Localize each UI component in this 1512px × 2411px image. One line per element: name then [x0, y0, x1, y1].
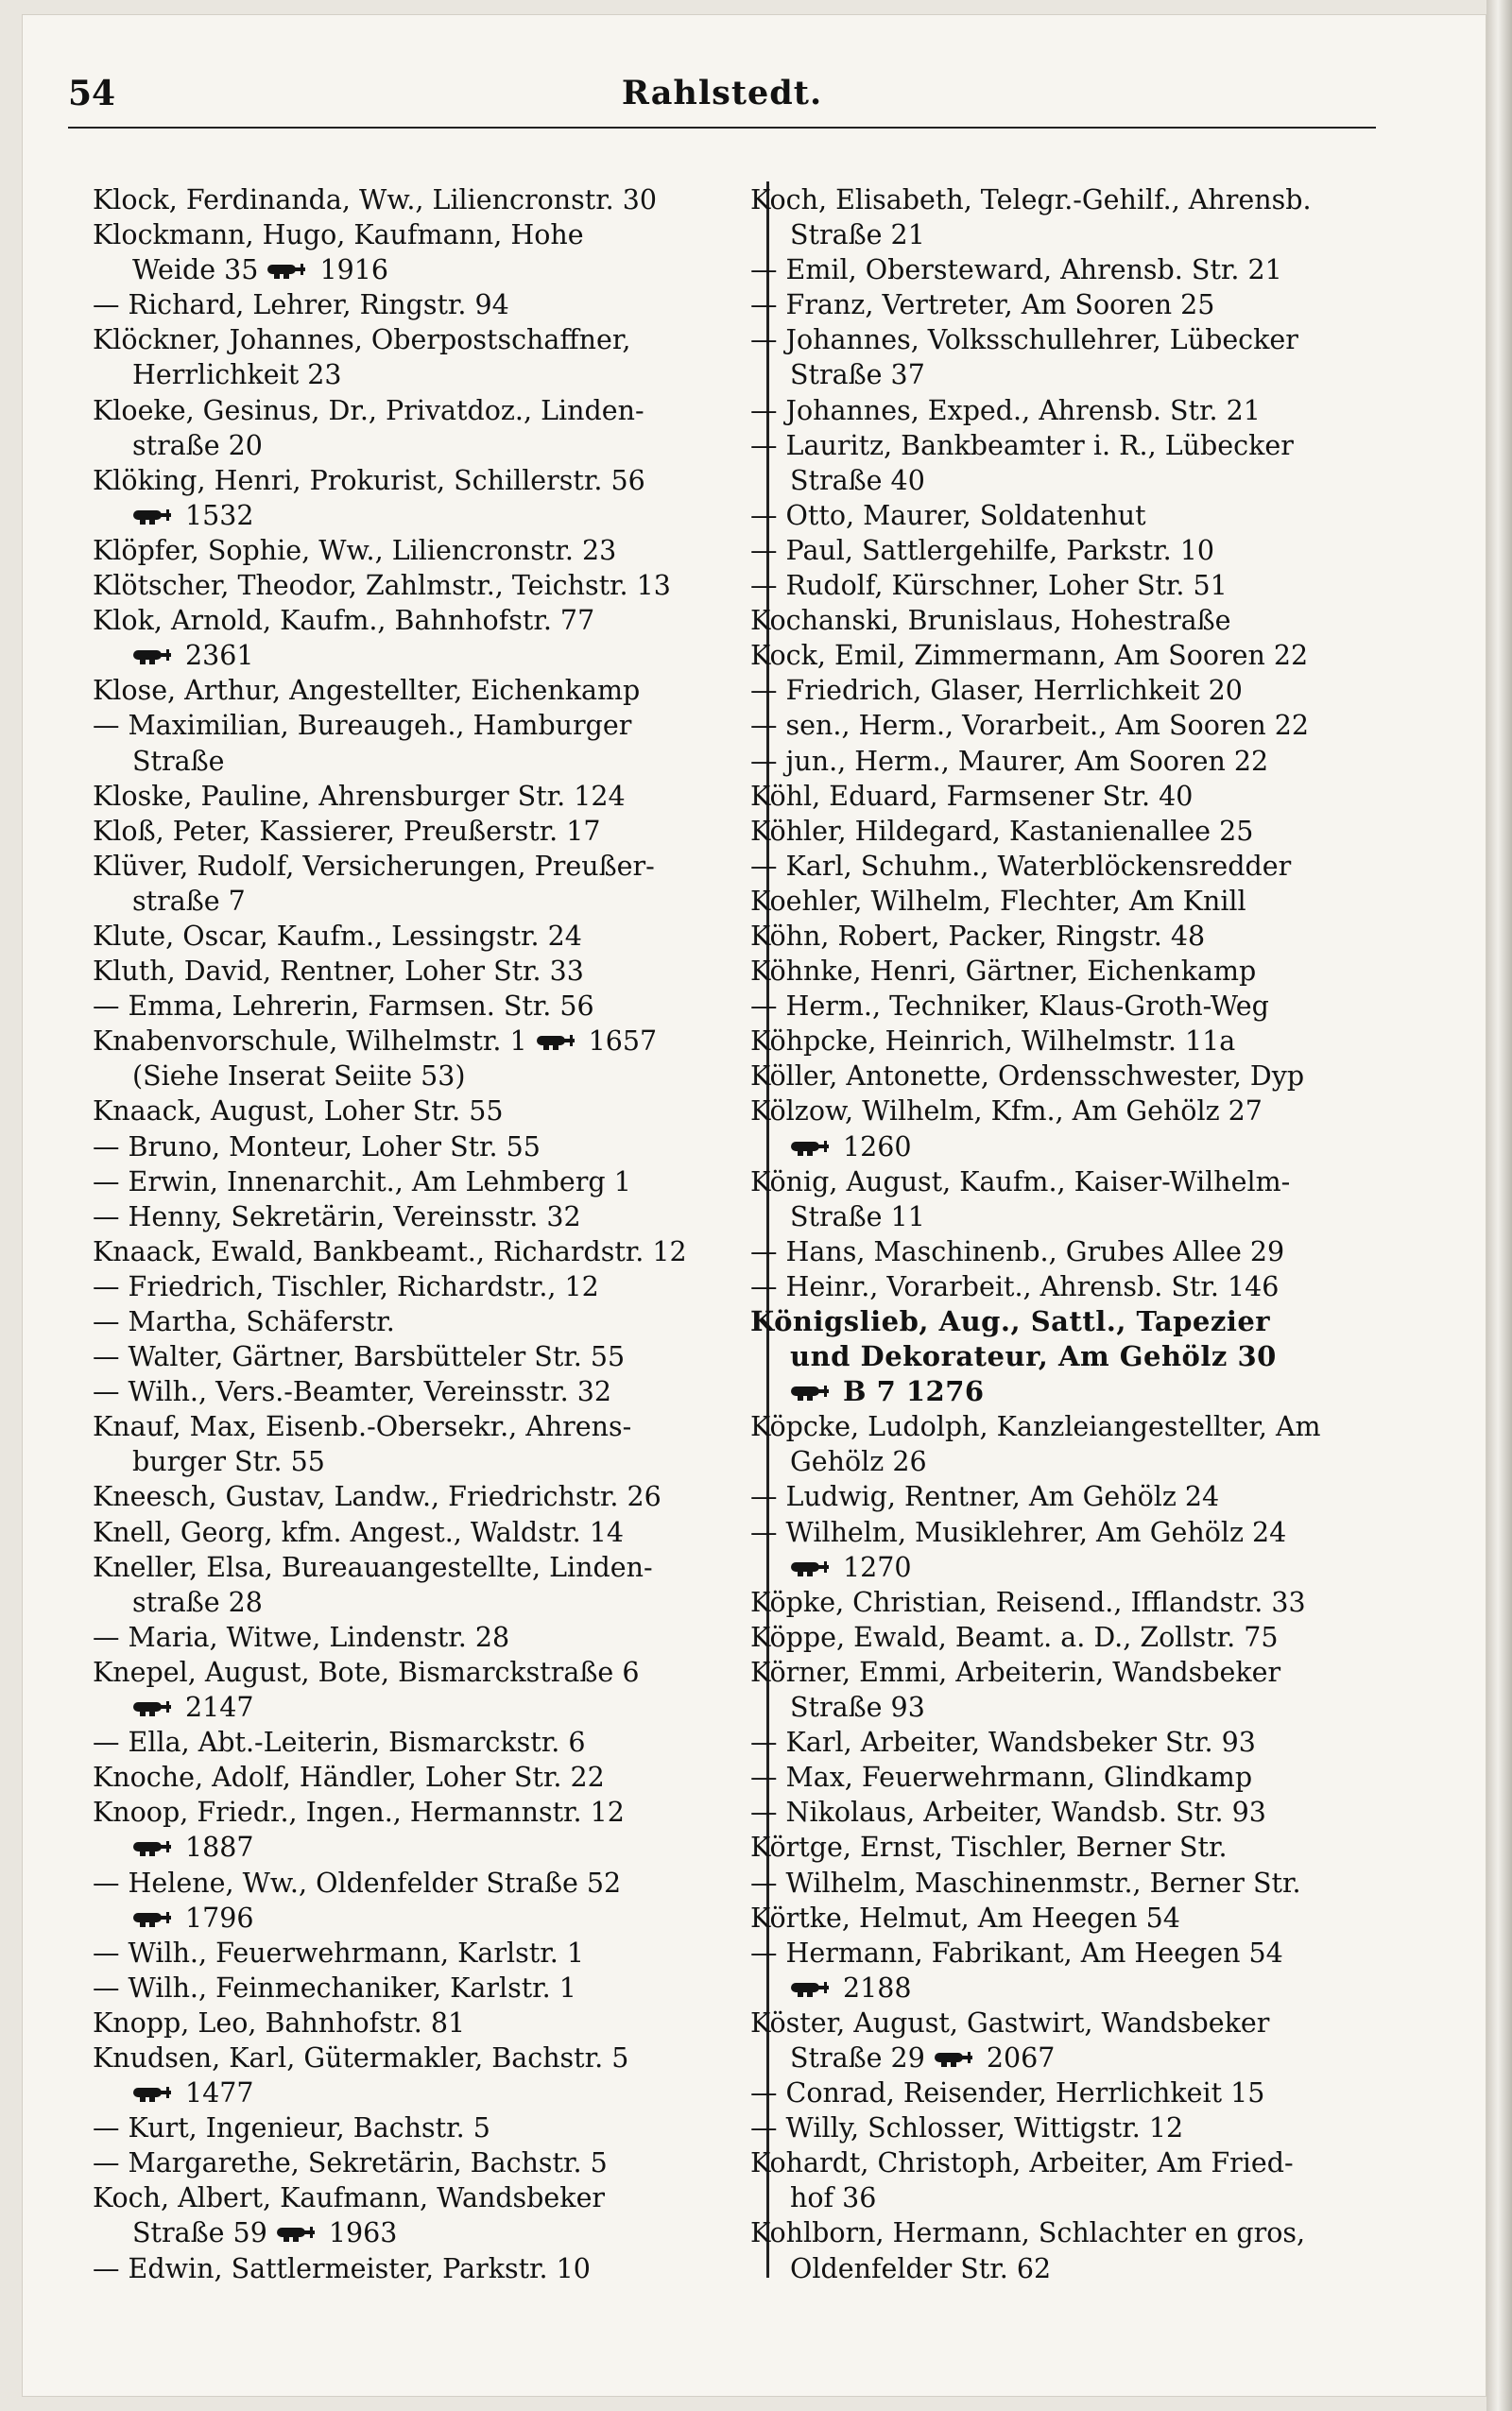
directory-entry: [750, 1585, 1402, 1620]
entry-text: Kochanski, Brunislaus, Hohestraße: [750, 605, 1231, 637]
directory-entry: [93, 2215, 745, 2250]
directory-entry: [93, 779, 745, 814]
entry-text: — Wilh., Feinmechaniker, Karlstr. 1: [93, 1972, 576, 2004]
directory-entry: [93, 2180, 745, 2215]
directory-entry: [750, 1094, 1402, 1128]
entry-text: — Wilhelm, Maschinenmstr., Berner Str.: [750, 1867, 1301, 1899]
phone-number: 1270: [843, 1551, 912, 1583]
entry-text: Koch, Albert, Kaufmann, Wandsbeker: [93, 2182, 606, 2214]
entry-text: Kloß, Peter, Kassierer, Preußerstr. 17: [93, 815, 601, 847]
entry-text: Straße 29: [790, 2041, 934, 2074]
entry-text: — Kurt, Ingenieur, Bachstr. 5: [93, 2112, 490, 2144]
entry-text: Kneesch, Gustav, Landw., Friedrichstr. 26: [93, 1481, 662, 1513]
entry-text: Knaack, August, Loher Str. 55: [93, 1095, 504, 1128]
entry-text: — jun., Herm., Maurer, Am Sooren 22: [750, 745, 1269, 777]
entry-text: Kneller, Elsa, Bureauangestellte, Linden-: [93, 1551, 653, 1583]
telephone-hand-icon: [132, 501, 176, 522]
entry-text: — Nikolaus, Arbeiter, Wandsb. Str. 93: [750, 1797, 1266, 1829]
telephone-hand-icon: [790, 1973, 833, 1994]
entry-text: Knudsen, Karl, Gütermakler, Bachstr. 5: [93, 2041, 629, 2074]
directory-entry: [93, 708, 745, 743]
phone-number: 1532: [185, 499, 254, 531]
directory-entry: [750, 603, 1402, 638]
entry-text: — Friedrich, Tischler, Richardstr., 12: [93, 1270, 599, 1302]
entry-text: straße 20: [132, 429, 263, 461]
directory-entry: [750, 533, 1402, 568]
directory-entry: [93, 673, 745, 708]
directory-entry: [93, 428, 745, 463]
right-column: [750, 182, 1402, 2286]
directory-entry: [750, 1199, 1402, 1234]
directory-entry: [93, 498, 745, 533]
directory-entry: [750, 849, 1402, 884]
directory-entry: [750, 814, 1402, 849]
entry-text: Kloske, Pauline, Ahrensburger Str. 124: [93, 780, 626, 812]
entry-text: Koehler, Wilhelm, Flechter, Am Knill: [750, 885, 1246, 917]
entry-text: Klöckner, Johannes, Oberpostschaffner,: [93, 324, 631, 356]
telephone-hand-icon: [132, 1693, 176, 1714]
telephone-hand-icon: [132, 2078, 176, 2099]
directory-entry: [93, 1866, 745, 1901]
directory-entry: [750, 638, 1402, 673]
directory-entry: [93, 287, 745, 322]
phone-number: 1963: [328, 2217, 398, 2249]
directory-entry: [750, 357, 1402, 392]
directory-entry: [750, 2110, 1402, 2145]
entry-text: — Paul, Sattlergehilfe, Parkstr. 10: [750, 534, 1215, 566]
directory-entry: [750, 1479, 1402, 1514]
entry-text: Straße: [132, 745, 225, 777]
directory-entry: [93, 1479, 745, 1514]
directory-entry: [750, 1304, 1402, 1339]
directory-entry: [750, 2006, 1402, 2041]
entry-text: Knopp, Leo, Bahnhofstr. 81: [93, 2006, 466, 2039]
entry-text: Straße 21: [790, 219, 925, 251]
directory-entry: [93, 252, 745, 287]
directory-entry: [750, 1550, 1402, 1585]
entry-text: — Maria, Witwe, Lindenstr. 28: [93, 1621, 510, 1653]
entry-text: — Maximilian, Bureaugeh., Hamburger: [93, 710, 632, 742]
entry-text: Köhler, Hildegard, Kastanienallee 25: [750, 815, 1254, 847]
directory-entry: [93, 357, 745, 392]
directory-entry: [750, 1024, 1402, 1059]
directory-entry: [750, 673, 1402, 708]
entry-text: — Rudolf, Kürschner, Loher Str. 51: [750, 570, 1228, 602]
directory-entry: [750, 182, 1402, 217]
telephone-hand-icon: [266, 255, 310, 276]
directory-entry: [750, 1444, 1402, 1479]
entry-text: Kohlborn, Hermann, Schlachter en gros,: [750, 2217, 1306, 2249]
phone-number: 1887: [185, 1832, 254, 1864]
directory-entry: [750, 1059, 1402, 1094]
directory-entry: [93, 2110, 745, 2145]
phone-number: 2147: [185, 1692, 254, 1724]
directory-entry: [93, 1094, 745, 1128]
entry-text: Köster, August, Gastwirt, Wandsbeker: [750, 2006, 1270, 2039]
directory-entry: [750, 1234, 1402, 1269]
entry-text: Oldenfelder Str. 62: [790, 2252, 1052, 2284]
directory-entry: [750, 2041, 1402, 2075]
entry-text: Knauf, Max, Eisenb.-Obersekr., Ahrens-: [93, 1411, 632, 1443]
entry-text: Knepel, August, Bote, Bismarckstraße 6: [93, 1656, 640, 1688]
entry-text: Klock, Ferdinanda, Ww., Liliencronstr. 30: [93, 184, 658, 215]
entry-text: Köhn, Robert, Packer, Ringstr. 48: [750, 920, 1206, 952]
entry-text: — Walter, Gärtner, Barsbütteler Str. 55: [93, 1341, 626, 1373]
page-header: [68, 68, 1376, 125]
entry-text: Knell, Georg, kfm. Angest., Waldstr. 14: [93, 1516, 625, 1548]
entry-text: — Franz, Vertreter, Am Sooren 25: [750, 289, 1215, 321]
directory-entry: [93, 1515, 745, 1550]
directory-entry: [750, 2251, 1402, 2286]
entry-text: Kock, Emil, Zimmermann, Am Sooren 22: [750, 640, 1309, 672]
directory-entry: [93, 1164, 745, 1199]
entry-text: Weide 35: [132, 254, 267, 286]
directory-entry: [93, 744, 745, 779]
entry-text: Klok, Arnold, Kaufm., Bahnhofstr. 77: [93, 605, 595, 637]
directory-entry: [750, 428, 1402, 463]
directory-entry: [750, 1901, 1402, 1936]
entry-text: burger Str. 55: [132, 1446, 325, 1478]
directory-entry: [750, 498, 1402, 533]
directory-entry: [750, 708, 1402, 743]
phone-number: 1477: [185, 2077, 254, 2110]
directory-entry: [750, 1866, 1402, 1901]
entry-text: Gehölz 26: [790, 1446, 927, 1478]
entry-text: — Martha, Schäferstr.: [93, 1306, 395, 1337]
directory-entry: [93, 1620, 745, 1655]
phone-number: 1916: [319, 254, 388, 286]
entry-text: Herrlichkeit 23: [132, 359, 342, 391]
entry-text: Köpke, Christian, Reisend., Ifflandstr. 33: [750, 1586, 1306, 1618]
phone-number: 2361: [185, 640, 254, 672]
directory-entry: [750, 919, 1402, 954]
entry-text: — Friedrich, Glaser, Herrlichkeit 20: [750, 675, 1243, 707]
directory-entry: [750, 884, 1402, 919]
directory-entry: [750, 393, 1402, 428]
directory-entry: [93, 603, 745, 638]
directory-entry: [93, 1760, 745, 1795]
entry-text: Straße 40: [790, 464, 925, 496]
directory-entry: [93, 989, 745, 1024]
left-column: [93, 182, 745, 2286]
directory-entry: [93, 1830, 745, 1865]
entry-text: Knoop, Friedr., Ingen., Hermannstr. 12: [93, 1797, 625, 1829]
directory-entry: [750, 744, 1402, 779]
directory-entry: [750, 2180, 1402, 2215]
directory-entry: [750, 1164, 1402, 1199]
directory-entry: [93, 2251, 745, 2286]
entry-text: — sen., Herm., Vorarbeit., Am Sooren 22: [750, 710, 1310, 742]
entry-text: Köppe, Ewald, Beamt. a. D., Zollstr. 75: [750, 1621, 1279, 1653]
entry-text: Knaack, Ewald, Bankbeamt., Richardstr. 12: [93, 1235, 687, 1267]
entry-text: — Wilh., Feuerwehrmann, Karlstr. 1: [93, 1937, 584, 1969]
entry-text: — Richard, Lehrer, Ringstr. 94: [93, 289, 509, 321]
directory-entry: [750, 989, 1402, 1024]
directory-entry: [93, 954, 745, 989]
telephone-hand-icon: [536, 1026, 579, 1047]
entry-text: hof 36: [790, 2182, 877, 2214]
page-edge: [1486, 0, 1512, 2411]
entry-text: (Siehe Inserat Seiite 53): [132, 1060, 466, 1093]
directory-entry: [750, 252, 1402, 287]
directory-entry: [93, 1024, 745, 1059]
directory-entry: [93, 1971, 745, 2006]
entry-text: Köhnke, Henri, Gärtner, Eichenkamp: [750, 956, 1257, 988]
directory-entry: [750, 1409, 1402, 1444]
entry-text: Klute, Oscar, Kaufm., Lessingstr. 24: [93, 920, 582, 952]
telephone-hand-icon: [934, 2043, 977, 2064]
entry-text: — Hans, Maschinenb., Grubes Allee 29: [750, 1235, 1285, 1267]
entry-text: König, August, Kaufm., Kaiser-Wilhelm-: [750, 1165, 1291, 1197]
entry-text: — Heinr., Vorarbeit., Ahrensb. Str. 146: [750, 1270, 1280, 1302]
directory-entry: [750, 779, 1402, 814]
directory-entry: [93, 1795, 745, 1830]
entry-text: und Dekorateur, Am Gehölz 30: [790, 1340, 1277, 1373]
entry-text: Klötscher, Theodor, Zahlmstr., Teichstr. 13: [93, 570, 671, 602]
directory-entry: [93, 638, 745, 673]
directory-entry: [93, 2075, 745, 2110]
entry-text: Körner, Emmi, Arbeiterin, Wandsbeker: [750, 1656, 1281, 1688]
entry-text: — Johannes, Volksschullehrer, Lübecker: [750, 324, 1298, 356]
entry-text: — Wilhelm, Musiklehrer, Am Gehölz 24: [750, 1516, 1287, 1548]
header-rule: [68, 127, 1376, 129]
directory-entry: [750, 1655, 1402, 1690]
telephone-hand-icon: [790, 1553, 833, 1574]
entry-text: — Hermann, Fabrikant, Am Heegen 54: [750, 1937, 1283, 1969]
directory-entry: [93, 533, 745, 568]
directory-entry: [93, 1199, 745, 1234]
directory-entry: [750, 463, 1402, 498]
directory-entry: [93, 1725, 745, 1760]
phone-number: 2067: [986, 2041, 1056, 2074]
entry-text: Knoche, Adolf, Händler, Loher Str. 22: [93, 1762, 605, 1794]
entry-text: — Helene, Ww., Oldenfelder Straße 52: [93, 1867, 622, 1899]
directory-entry: [93, 1234, 745, 1269]
entry-text: Knabenvorschule, Wilhelmstr. 1: [93, 1025, 536, 1058]
entry-text: — Johannes, Exped., Ahrensb. Str. 21: [750, 394, 1261, 426]
entry-text: Kluth, David, Rentner, Loher Str. 33: [93, 956, 584, 988]
entry-text: — Lauritz, Bankbeamter i. R., Lübecker: [750, 429, 1294, 461]
entry-text: Kölzow, Wilhelm, Kfm., Am Gehölz 27: [750, 1095, 1263, 1128]
directory-entry: [93, 217, 745, 252]
directory-entry: [750, 287, 1402, 322]
directory-entry: [750, 954, 1402, 989]
directory-entry: [93, 393, 745, 428]
entry-text: — Bruno, Monteur, Loher Str. 55: [93, 1130, 541, 1162]
directory-entry: [93, 1444, 745, 1479]
directory-entry: [750, 1725, 1402, 1760]
directory-entry: [93, 568, 745, 603]
directory-entry: [93, 1936, 745, 1971]
directory-entry: [93, 1059, 745, 1094]
entry-text: — Ella, Abt.-Leiterin, Bismarckstr. 6: [93, 1727, 586, 1759]
entry-text: — Max, Feuerwehrmann, Glindkamp: [750, 1762, 1253, 1794]
directory-entry: [750, 568, 1402, 603]
directory-entry: [93, 1901, 745, 1936]
telephone-hand-icon: [132, 1833, 176, 1853]
directory-entry: [750, 1760, 1402, 1795]
entry-text: — Karl, Schuhm., Waterblöckensredder: [750, 850, 1292, 882]
phone-number: 1796: [185, 1902, 254, 1934]
directory-entry: [93, 884, 745, 919]
directory-entry: [750, 1795, 1402, 1830]
entry-text: — Margarethe, Sekretärin, Bachstr. 5: [93, 2147, 608, 2179]
entry-text: — Edwin, Sattlermeister, Parkstr. 10: [93, 2252, 591, 2284]
directory-entry: [93, 463, 745, 498]
entry-text: Köhpcke, Heinrich, Wilhelmstr. 11a: [750, 1025, 1236, 1058]
directory-entry: [93, 2145, 745, 2180]
directory-entry: [750, 1936, 1402, 1971]
entry-text: Klose, Arthur, Angestellter, Eichenkamp: [93, 675, 641, 707]
directory-entry: [750, 1620, 1402, 1655]
entry-text: — Erwin, Innenarchit., Am Lehmberg 1: [93, 1165, 631, 1197]
page-number: 54: [68, 74, 116, 113]
directory-entry: [93, 849, 745, 884]
directory-entry: [750, 217, 1402, 252]
telephone-hand-icon: [790, 1377, 833, 1398]
entry-text: Straße 11: [790, 1200, 925, 1232]
telephone-hand-icon: [276, 2218, 319, 2239]
entry-text: Klöking, Henri, Prokurist, Schillerstr. 56: [93, 464, 645, 496]
directory-entry: [93, 322, 745, 357]
directory-entry: [750, 1515, 1402, 1550]
directory-entry: [750, 1129, 1402, 1164]
entry-text: Klöpfer, Sophie, Ww., Liliencronstr. 23: [93, 534, 617, 566]
directory-entry: [93, 1269, 745, 1304]
directory-entry: [93, 1690, 745, 1725]
entry-text: Straße 37: [790, 359, 925, 391]
entry-text: — Otto, Maurer, Soldatenhut: [750, 499, 1146, 531]
directory-entry: [93, 182, 745, 217]
running-title: Rahlstedt.: [621, 74, 823, 112]
entry-text: Körtke, Helmut, Am Heegen 54: [750, 1902, 1180, 1934]
directory-entry: [750, 1269, 1402, 1304]
entry-text: — Wilh., Vers.-Beamter, Vereinsstr. 32: [93, 1376, 612, 1408]
directory-entry: [750, 1690, 1402, 1725]
entry-text: — Ludwig, Rentner, Am Gehölz 24: [750, 1481, 1220, 1513]
phone-number: 1260: [843, 1130, 912, 1162]
telephone-hand-icon: [132, 641, 176, 662]
phone-number: B 7 1276: [843, 1375, 985, 1408]
directory-entry: [93, 1550, 745, 1585]
entry-text: Köller, Antonette, Ordensschwester, Dyp: [750, 1060, 1305, 1093]
directory-entry: [750, 1971, 1402, 2006]
directory-entry: [93, 1339, 745, 1374]
entry-text: straße 7: [132, 885, 246, 917]
entry-text: Straße 93: [790, 1692, 925, 1724]
directory-entry: [93, 1304, 745, 1339]
directory-entry: [93, 1585, 745, 1620]
entry-text: straße 28: [132, 1586, 263, 1618]
telephone-hand-icon: [790, 1132, 833, 1153]
directory-entry: [750, 322, 1402, 357]
entry-text: — Willy, Schlosser, Wittigstr. 12: [750, 2112, 1184, 2144]
directory-entry: [93, 1655, 745, 1690]
directory-entry: [750, 1830, 1402, 1865]
entry-text: Klockmann, Hugo, Kaufmann, Hohe: [93, 219, 584, 251]
entry-text: Königslieb, Aug., Sattl., Tapezier: [750, 1305, 1271, 1337]
entry-text: — Henny, Sekretärin, Vereinsstr. 32: [93, 1200, 581, 1232]
directory-entry: [93, 2041, 745, 2075]
entry-text: — Emil, Obersteward, Ahrensb. Str. 21: [750, 254, 1282, 286]
phone-number: 2188: [843, 1972, 912, 2004]
entry-text: Straße 59: [132, 2217, 276, 2249]
entry-text: Kloeke, Gesinus, Dr., Privatdoz., Linden-: [93, 394, 644, 426]
entry-text: — Conrad, Reisender, Herrlichkeit 15: [750, 2077, 1265, 2110]
directory-entry: [750, 1339, 1402, 1374]
directory-entry: [93, 1374, 745, 1409]
entry-text: — Emma, Lehrerin, Farmsen. Str. 56: [93, 990, 594, 1023]
entry-text: Körtge, Ernst, Tischler, Berner Str.: [750, 1832, 1228, 1864]
entry-text: Köhl, Eduard, Farmsener Str. 40: [750, 780, 1194, 812]
telephone-hand-icon: [132, 1903, 176, 1924]
directory-entry: [93, 919, 745, 954]
directory-entry: [93, 1409, 745, 1444]
directory-entry: [750, 2215, 1402, 2250]
entry-text: Koch, Elisabeth, Telegr.-Gehilf., Ahrensb.: [750, 184, 1312, 215]
directory-entry: [93, 1129, 745, 1164]
directory-entry: [750, 1374, 1402, 1409]
directory-entry: [93, 2006, 745, 2041]
entry-text: — Herm., Techniker, Klaus-Groth-Weg: [750, 990, 1269, 1023]
directory-entry: [750, 2075, 1402, 2110]
directory-entry: [750, 2145, 1402, 2180]
entry-text: — Karl, Arbeiter, Wandsbeker Str. 93: [750, 1727, 1256, 1759]
directory-entry: [93, 814, 745, 849]
entry-text: Klüver, Rudolf, Versicherungen, Preußer-: [93, 850, 655, 882]
phone-number: 1657: [588, 1025, 658, 1058]
entry-text: Köpcke, Ludolph, Kanzleiangestellter, Am: [750, 1411, 1321, 1443]
entry-text: Kohardt, Christoph, Arbeiter, Am Fried-: [750, 2147, 1294, 2179]
